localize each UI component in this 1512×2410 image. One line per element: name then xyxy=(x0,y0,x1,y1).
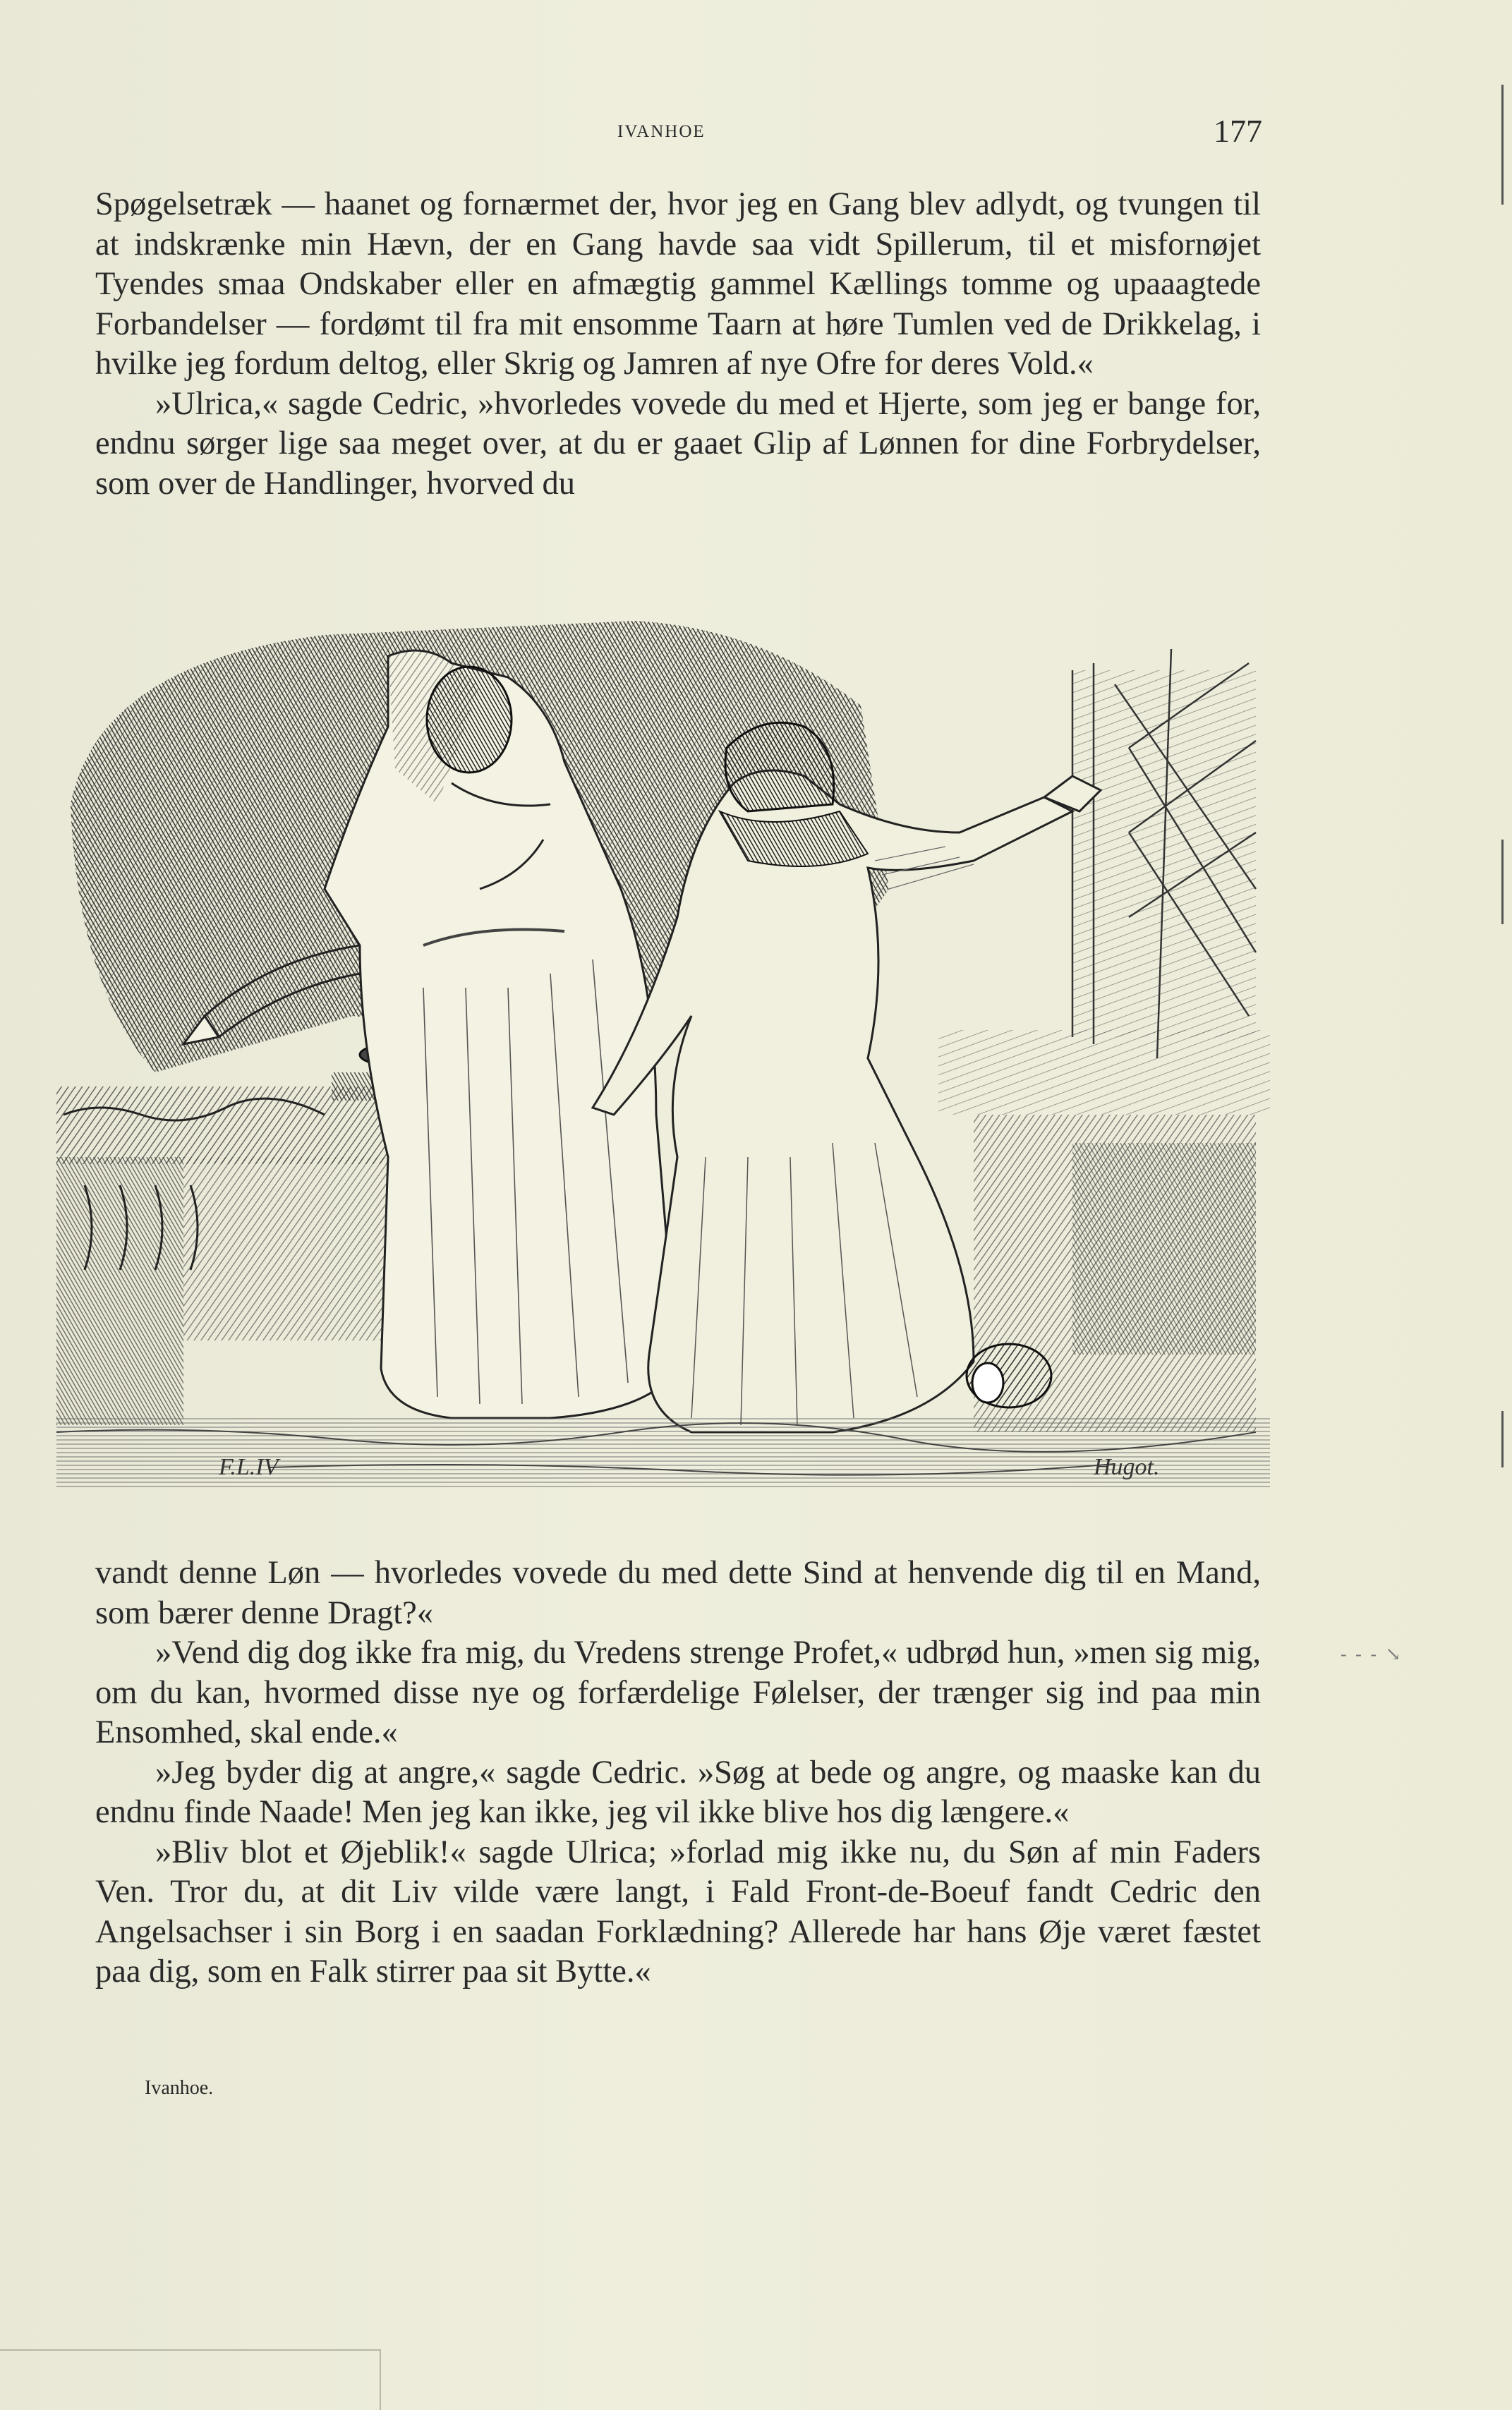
paragraph: vandt denne Løn — hvorledes vovede du med dette Sind at henvende dig til en Mand, som bærer denne Dragt?« xyxy=(95,1555,1261,1631)
page-edge-line xyxy=(0,2349,381,2351)
margin-tick xyxy=(1501,840,1504,924)
engraving-illustration xyxy=(56,621,1270,1503)
margin-tick xyxy=(1501,1411,1504,1467)
paragraph: »Jeg byder dig at angre,« sagde Cedric. »Søg at bede og angre, og maaske kan du endnu finde Naade! Men jeg kan ikke, jeg vil ikke blive hos dig længere.« xyxy=(95,1754,1261,1830)
engraver-signature-left: F.L.IV xyxy=(219,1454,279,1480)
paragraph: »Ulrica,« sagde Cedric, »hvorledes vovede du med et Hjerte, som jeg er bange for, endnu sørger lige saa meget over, at du er gaaet Glip af Lønnen for dine Forbrydelser, som over de Handlinger, hvorved du xyxy=(95,385,1261,502)
page-edge-line xyxy=(380,2349,381,2410)
bottom-text-block xyxy=(95,1554,1261,1992)
engraving-ulrica-and-cedric-icon xyxy=(56,621,1270,1503)
margin-tick xyxy=(1501,85,1504,205)
running-title: IVANHOE xyxy=(617,122,706,141)
footer-signature: Ivanhoe. xyxy=(145,2077,214,2099)
running-head xyxy=(0,113,1512,149)
page-number: 177 xyxy=(1214,113,1262,149)
engraver-signature-right: Hugot. xyxy=(1094,1454,1160,1480)
paragraph: Spøgelsetræk — haanet og fornærmet der, hvor jeg en Gang blev adlydt, og tvungen til at indskrænke min Hævn, der en Gang havde saa vidt Spillerum, til et misfornøjet Tyendes smaa Ondskaber eller en afmægtig gammel Kællings tomme og upaaagtede Forbandelser — fordømt til fra mit ensomme Taarn at høre Tumlen ved de Drikkelag, i hvilke jeg fordum deltog, eller Skrig og Jamren af nye Ofre for deres Vold.« xyxy=(95,186,1261,382)
paragraph: »Vend dig dog ikke fra mig, du Vredens strenge Profet,« udbrød hun, »men sig mig, om du kan, hvormed disse nye og forfærdelige Følelser, der trænger sig ind paa min Ensomhed, skal ende.« xyxy=(95,1635,1261,1750)
margin-mark: - - - ↘ xyxy=(1341,1644,1403,1664)
paragraph: »Bliv blot et Øjeblik!« sagde Ulrica; »forlad mig ikke nu, du Søn af min Faders Ven. Tror du, at dit Liv vilde være langt, i Fald Front-de-Boeuf fandt Cedric den Angelsachser i sin Borg i en saadan Forklædning? Allerede har hans Øje været fæstet paa dig, som en Falk stirrer paa sit Bytte.« xyxy=(95,1834,1261,1990)
top-text-block xyxy=(95,185,1261,504)
